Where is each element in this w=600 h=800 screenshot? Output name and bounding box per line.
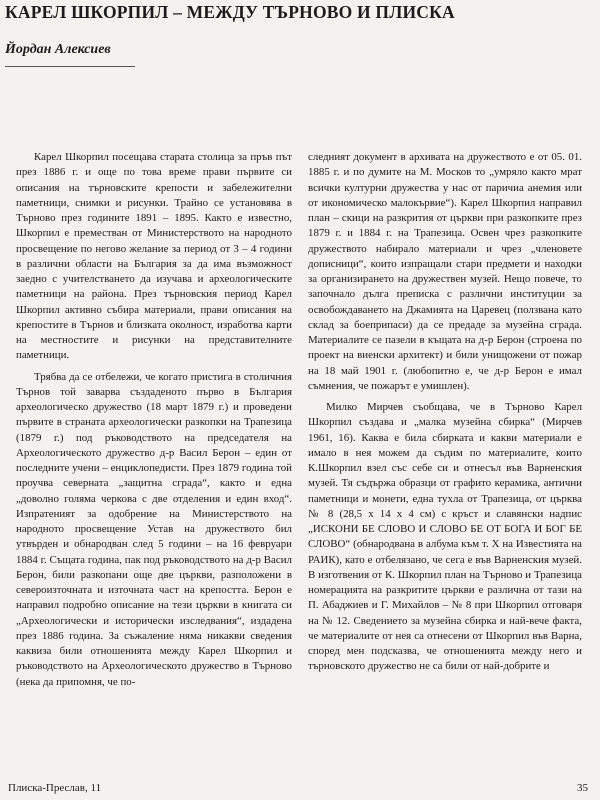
article-title: КАРЕЛ ШКОРПИЛ – МЕЖДУ ТЪРНОВО И ПЛИСКА: [5, 2, 455, 22]
left-column: [16, 150, 292, 692]
journal-footer: Плиска-Преслав, 11: [8, 782, 102, 794]
left-paragraph-1: Карел Шкорпил посещава старата столица за пръв път през 1886 г. и още по това време прави първите си описания на търновските крепости и забележителни паметници, снимки и рисунки. Трайно се установява в Търново през годините 1891 – 1895. Както е известно, Шкорпил е преместван от Министерството на народното просвещение по негово желание за период от 3 – 4 години в различни области на България за да има възможност заедно с учителстването да изучава и археологическите паметници на района. През търновския период Карел Шкорпил активно събира материали, прави описания на крепостите в Търнов и близката околност, изработва карти на местностите и рисунки на представителните паметници.: [16, 151, 292, 362]
author-name: Йордан Алексиев: [5, 42, 111, 57]
page-number: 35: [577, 782, 588, 794]
right-paragraph-1: следният документ в архивата на дружеството е от 05. 01. 1885 г. и по думите на М. Москов то „умряло както мрат всички културни дружества у нас от паричиа анемия или от икономическо малокървие“). Карел Шкорпил направил план – скици на разкрития от църкви при разкопките през 1879 г. и 1884 г. на Трапезица. Освен чрез разкопките дружеството набирало материали и чрез „членовете дописници“, които изпращали стари предмети и находки за организирането на дружествен музей. Нещо повече, то започнало дълга преписка с различни институции за освобождаването на Джамията на Царевец (ползвана като склад за боеприпаси) да се предаде за музейна сграда. Материалите се пазели в къщата на д-р Берон (строена по проект на виенски архитект) и били унищожени от пожар на 18 май 1901 г. (любопитно е, че д-р Берон е имал съмнения, че пожарът е умишлен).: [308, 151, 582, 392]
right-column: [308, 150, 582, 677]
right-paragraph-2: Милко Мирчев съобщава, че в Търново Карел Шкорпил създава и „малка музейна сбирка“ (Мирчев 1961, 16). Каква е била сбирката и какви материали е имало в нея можем да съдим по материалите, които К.Шкорпил взел със себе си и отнесъл във Варненския музей. Тя съдържа образци от графито керамика, антични паметници и монети, една тухла от Трапезица, от църква № 8 (28,5 х 14 х 4 см) с кръст и славянски надпис „ИСКОНИ БЕ СЛОВО И СЛОВО БЕ ОТ БОГА И БОГ БЕ СЛОВО“ (обнародвана в албума към т. Х на Известията на РАИК), като е отбелязано, че сега е във Варненския музей. В изготвения от К. Шкорпил план на Търново и Трапезица номерацията на разкритите църкви е различна от тази на П. Абаджиев и Г. Михайлов – № 8 при Шкорпил отговаря на № 12. Сведението за музейна сбирка и най-вече факта, че материалите от нея са отнесени от Шкорпил във Варна, според мен подсказва, че отношенията между него и търновското дружество не са били от най-добрите и: [308, 401, 582, 673]
left-paragraph-2: Трябва да се отбележи, че когато пристига в столичния Търнов той заварва създаденото първо в България археологическо дружество (18 март 1879 г.) и проведени първите в страната археологически разкопки на Трапезица (1879 г.) под ръководството на председателя на Археологическото дружество д-р Васил Берон – един от последните учени – енциклопедисти. През 1879 година той проучва северната „защитна сграда“, както и една „доволно голяма черкова с две отделения и един вход“. Изпратеният за одобрение на Министерството на народното просвещение Устав на дружеството бил утвърден и обнародван след 5 години – на 16 февруари 1884 г. Същата година, пак под ръководството на д-р Васил Берон, били разкопани още две църкви, разположени в североизточната и източната част на крепостта. Берон е направил подробно описание на тези църкви в книгата си „Археологически и исторически изследвания“, издадена през 1886 година. За съжаление няма никакви сведения каквиза били отношенията между Карел Шкорпил и ръководството на Археологическото дружество в Търново (нека да припомня, че по-: [16, 370, 292, 688]
author-underline: [5, 66, 135, 67]
